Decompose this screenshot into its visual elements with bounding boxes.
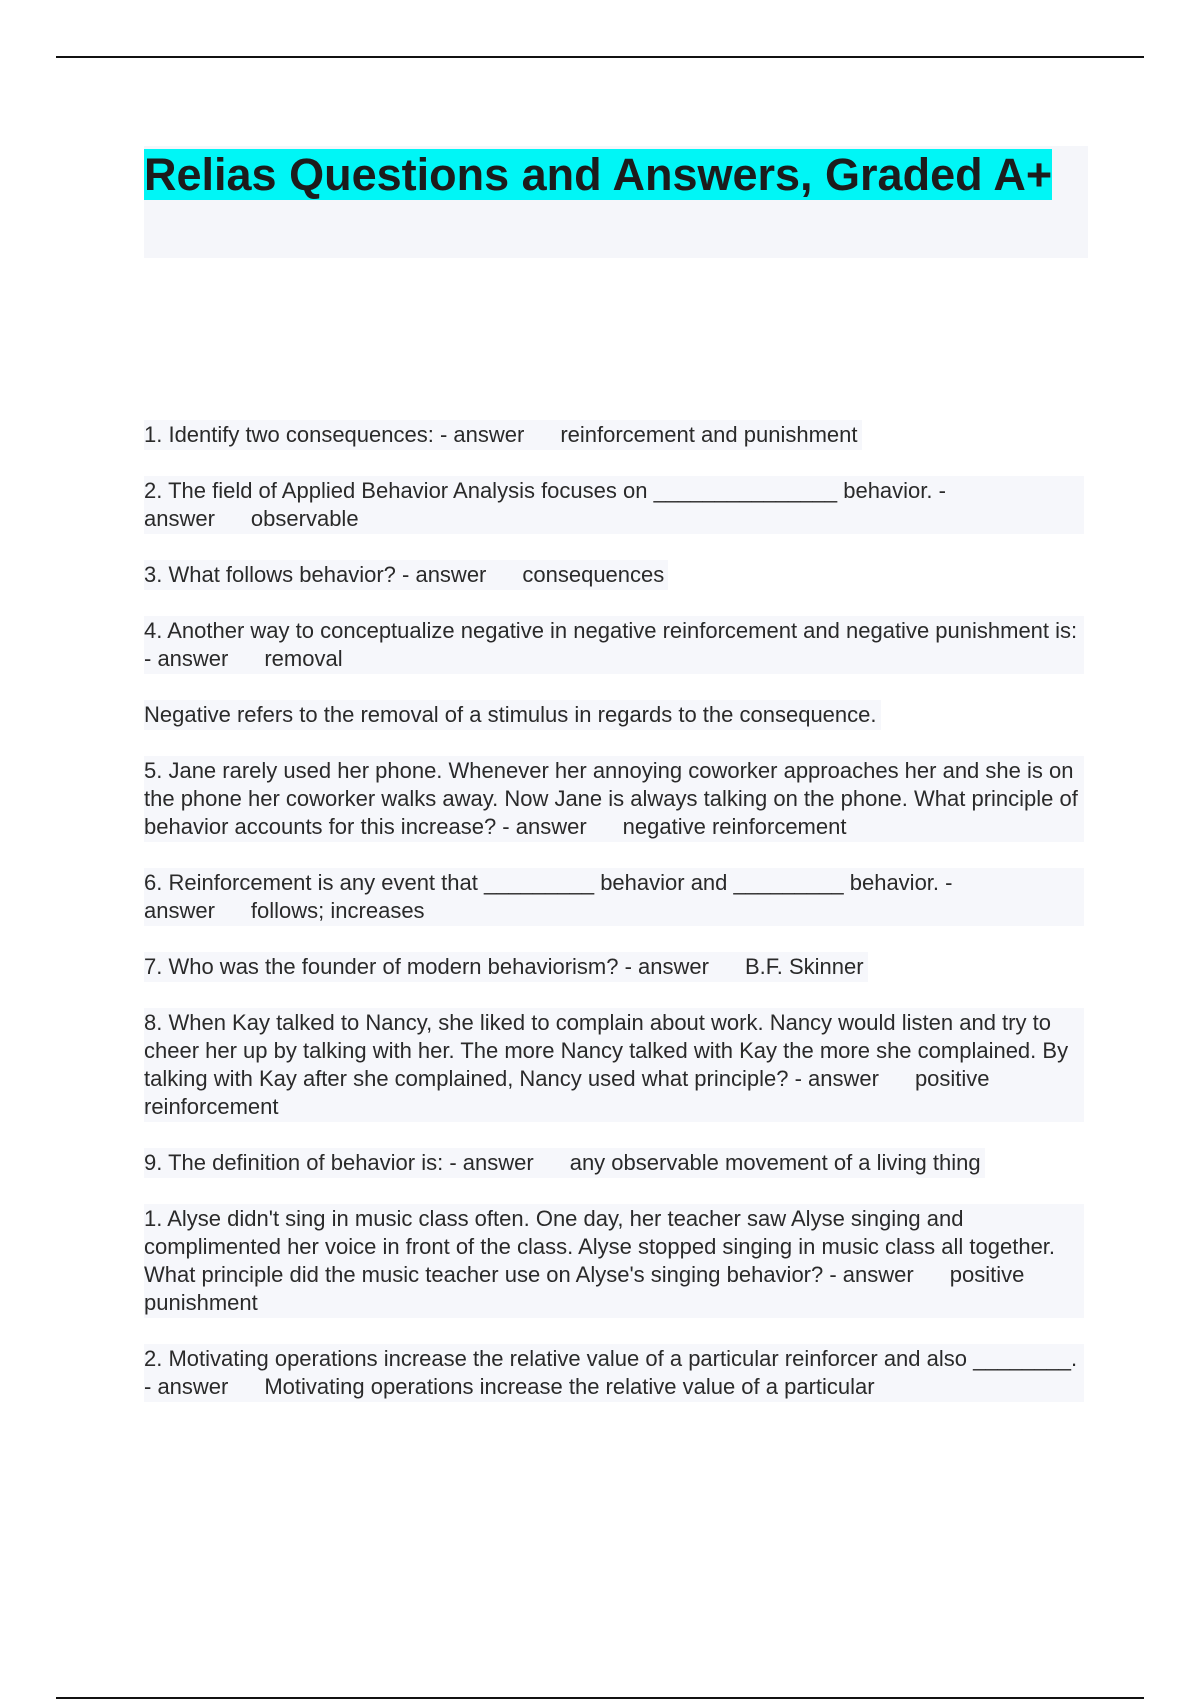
question-text: 9. The definition of behavior is: - answer [144, 1150, 534, 1175]
answer-text: observable [250, 506, 359, 531]
question-text: 2. Motivating operations increase the relative value of a particular reinforcer and also ________. - answer [144, 1346, 1078, 1399]
answer-text: follows; increases [250, 898, 425, 923]
qa-list [144, 420, 1084, 1428]
question-text: 5. Jane rarely used her phone. Whenever her annoying coworker approaches her and she is on the phone her coworker walks away. Now Jane is always talking on the phone. What principle of behavior accounts for this increase? - answer [144, 758, 1078, 839]
answer-text: Motivating operations increase the relative value of a particular [264, 1374, 875, 1399]
list-item [144, 700, 881, 730]
list-item [144, 616, 1084, 674]
answer-text: negative reinforcement [622, 814, 847, 839]
answer-text: positive reinforcement [144, 1066, 990, 1119]
list-item [144, 1204, 1084, 1318]
title-box [144, 146, 1088, 258]
answer-text: reinforcement and punishment [560, 422, 858, 447]
answer-text: positive punishment [144, 1262, 1025, 1315]
answer-text: any observable movement of a living thing [569, 1150, 981, 1175]
question-text: 7. Who was the founder of modern behaviorism? - answer [144, 954, 709, 979]
bottom-rule [56, 1697, 1144, 1699]
list-item [144, 868, 1084, 926]
answer-text: B.F. Skinner [744, 954, 864, 979]
question-text: 1. Identify two consequences: - answer [144, 422, 525, 447]
question-text: 8. When Kay talked to Nancy, she liked to complain about work. Nancy would listen and try to cheer her up by talking with her. The more Nancy talked with Kay the more she complained. By talking with Kay after she complained, Nancy used what principle? - answer [144, 1010, 1069, 1091]
list-item [144, 1148, 985, 1178]
list-item [144, 952, 868, 982]
page-title: Relias Questions and Answers, Graded A+ [144, 149, 1053, 200]
question-text: 6. Reinforcement is any event that _________ behavior and _________ behavior. - answer [144, 870, 953, 923]
list-item [144, 1344, 1084, 1402]
list-item [144, 476, 1084, 534]
answer-text: consequences [522, 562, 665, 587]
note-text: Negative refers to the removal of a stimulus in regards to the consequence. [144, 702, 877, 727]
question-text: 2. The field of Applied Behavior Analysis focuses on _______________ behavior. - answer [144, 478, 946, 531]
list-item [144, 756, 1084, 842]
answer-text: removal [264, 646, 343, 671]
question-text: 1. Alyse didn't sing in music class often. One day, her teacher saw Alyse singing and complimented her voice in front of the class. Alyse stopped singing in music class all together. What principle did the music teacher use on Alyse's singing behavior? - answer [144, 1206, 1056, 1287]
top-rule [56, 56, 1144, 58]
list-item [144, 560, 668, 590]
question-text: 3. What follows behavior? - answer [144, 562, 487, 587]
list-item [144, 1008, 1084, 1122]
question-text: 4. Another way to conceptualize negative in negative reinforcement and negative punishment is: - answer [144, 618, 1078, 671]
list-item [144, 420, 862, 450]
